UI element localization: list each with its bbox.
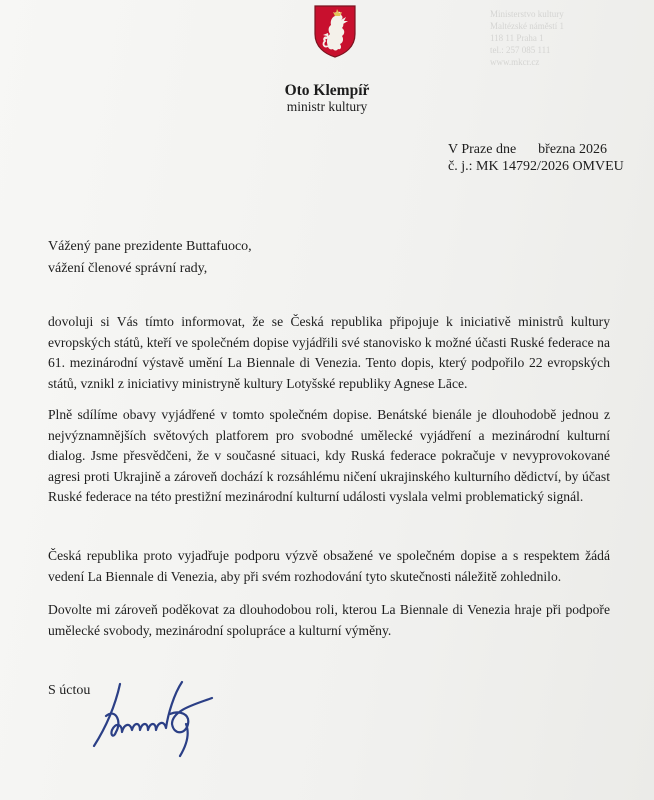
date-place: V Praze dne [448, 142, 517, 157]
salutation-line: Vážený pane prezidente Buttafuoco, [48, 239, 252, 254]
salutation-line: vážení členové správní rady, [48, 261, 208, 276]
body-paragraph: Plně sdílíme obavy vyjádřené v tomto společném dopise. Benátské bienále je dlouhodobě jednou z nejvýznamnějších světových platforem pro svobodné umělecké vyjádření a mezinárodní kulturní dialog. Jsme přesvědčeni, že v současné situaci, kdy Ruská federace pokračuje v nevyprovokované agresi proti Ukrajině a zároveň dochází k rozsáhlému ničení ukrajinského kulturního dědictví, by účast Ruské federace na této prestižní mezinárodní kulturní události vyslala velmi problematický signál. [48, 407, 610, 504]
closing: S úctou [48, 683, 91, 698]
czech-coat-of-arms-icon [313, 4, 357, 58]
body-paragraph: Česká republika proto vyjadřuje podporu výzvě obsažené ve společném dopise a s respektem žádá vedení La Biennale di Venezia, aby při svém rozhodování tyto skutečnosti náležitě zohlednilo. [48, 548, 610, 584]
show-through-line: 118 11 Praha 1 [490, 33, 544, 43]
show-through-line: www.mkcr.cz [490, 57, 540, 67]
date-month-year: března 2026 [538, 142, 607, 157]
sender-role: ministr kultury [286, 99, 368, 114]
salutation [48, 236, 608, 280]
show-through-text [490, 8, 640, 68]
show-through-line: Ministerstvo kultury [490, 9, 564, 19]
show-through-line: tel.: 257 085 111 [490, 45, 551, 55]
reference-number: č. j.: MK 14792/2026 OMVEU [448, 159, 624, 174]
signature-icon [86, 674, 236, 758]
body-paragraph: Dovolte mi zároveň poděkovat za dlouhodobou roli, kterou La Biennale di Venezia hraje při podpoře umělecké svobody, mezinárodní spolupráce a kulturní výměny. [48, 602, 610, 638]
body-paragraph: dovoluji si Vás tímto informovat, že se Česká republika připojuje k iniciativě ministrů kultury evropských států, kteří ve společném dopise vyjádřili své stanovisko k možné účasti Ruské federace na 61. mezinárodní výstavě umění La Biennale di Venezia. Tento dopis, který podpořilo 22 evropských států, vznikl z iniciativy ministryně kultury Lotyšské republiky Agnese Lāce. [48, 314, 610, 391]
dateline [448, 141, 648, 175]
sender-name: Oto Klempíř [284, 82, 370, 99]
show-through-line: Maltézské náměstí 1 [490, 21, 564, 31]
